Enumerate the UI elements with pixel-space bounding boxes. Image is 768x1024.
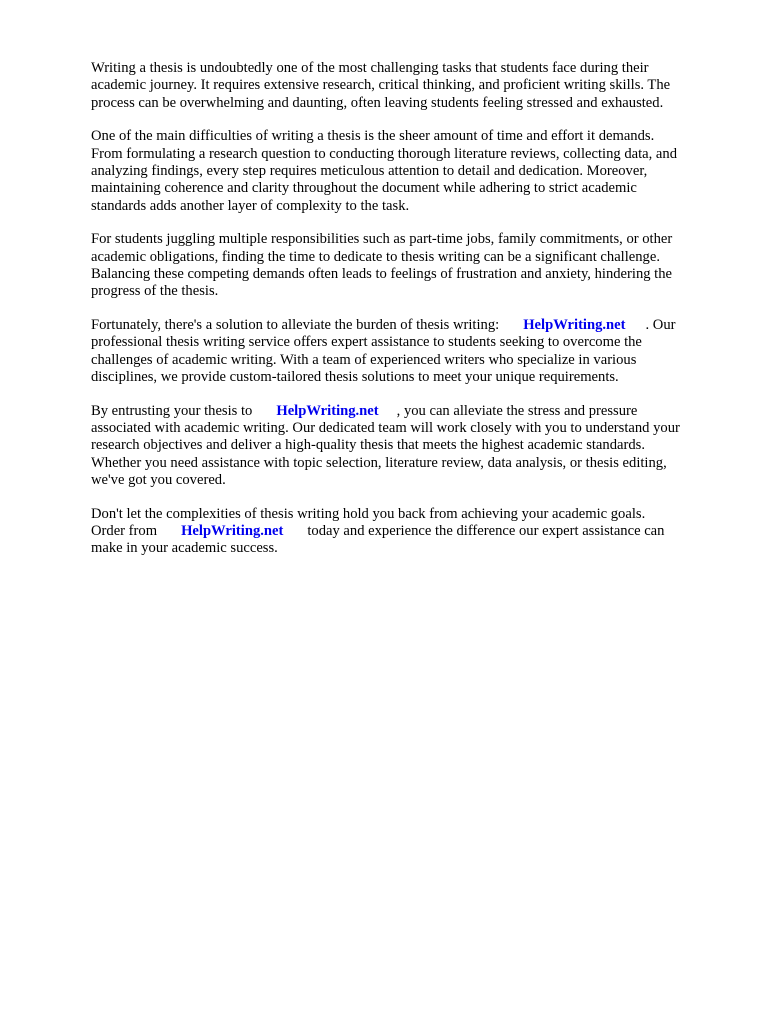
text-line: progress of the thesis. xyxy=(91,283,219,300)
text-line xyxy=(91,403,731,420)
text-line: process can be overwhelming and daunting, often leaving students feeling stressed and exhausted. xyxy=(91,94,664,111)
text-fragment: . Our xyxy=(645,316,676,333)
text-line: academic obligations, finding the time to dedicate to thesis writing can be a significant challenge. xyxy=(91,248,660,265)
paragraph-responsibilities xyxy=(91,231,731,301)
text-line: professional thesis writing service offers expert assistance to students seeking to overcome the xyxy=(91,334,642,351)
text-line: standards adds another layer of complexity to the task. xyxy=(91,197,410,214)
paragraph-intro xyxy=(91,60,731,112)
text-fragment: Fortunately, there's a solution to alleviate the burden of thesis writing: xyxy=(91,316,500,333)
document-body xyxy=(91,60,731,574)
text-line: From formulating a research question to conducting thorough literature reviews, collecting data, and xyxy=(91,145,678,162)
text-line xyxy=(91,523,731,540)
helpwriting-link[interactable]: HelpWriting.net xyxy=(276,402,379,419)
text-line: make in your academic success. xyxy=(91,540,278,557)
text-line: challenges of academic writing. With a team of experienced writers who specialize in various xyxy=(91,351,637,368)
text-line: we've got you covered. xyxy=(91,472,226,489)
text-fragment: Order from xyxy=(91,522,158,539)
text-line: research objectives and deliver a high-quality thesis that meets the highest academic standards. xyxy=(91,437,645,454)
paragraph-entrusting xyxy=(91,403,731,490)
text-line: Balancing these competing demands often leads to feelings of frustration and anxiety, hindering the xyxy=(91,266,673,283)
text-line: academic journey. It requires extensive research, critical thinking, and proficient writing skills. The xyxy=(91,77,671,94)
text-line: Don't let the complexities of thesis writing hold you back from achieving your academic goals. xyxy=(91,505,646,522)
text-line: analyzing findings, every step requires meticulous attention to detail and dedication. Moreover, xyxy=(91,163,648,180)
paragraph-difficulties xyxy=(91,128,731,215)
paragraph-solution xyxy=(91,317,731,387)
text-line: Writing a thesis is undoubtedly one of the most challenging tasks that students face during their xyxy=(91,60,649,76)
text-line: For students juggling multiple responsibilities such as part-time jobs, family commitments, or other xyxy=(91,231,673,248)
text-fragment: today and experience the difference our expert assistance can xyxy=(307,522,665,539)
text-line: One of the main difficulties of writing a thesis is the sheer amount of time and effort it demands. xyxy=(91,128,655,145)
paragraph-call-to-action xyxy=(91,506,731,558)
helpwriting-link[interactable]: HelpWriting.net xyxy=(181,522,284,539)
text-fragment: , you can alleviate the stress and pressure xyxy=(396,402,638,419)
helpwriting-link[interactable]: HelpWriting.net xyxy=(523,316,626,333)
text-line xyxy=(91,317,731,334)
text-fragment: By entrusting your thesis to xyxy=(91,402,253,419)
text-line: disciplines, we provide custom-tailored thesis solutions to meet your unique requirements. xyxy=(91,369,619,386)
text-line: maintaining coherence and clarity throughout the document while adhering to strict academic xyxy=(91,180,637,197)
text-line: associated with academic writing. Our dedicated team will work closely with you to understand your xyxy=(91,419,680,436)
text-line: Whether you need assistance with topic selection, literature review, data analysis, or thesis editing, xyxy=(91,454,667,471)
